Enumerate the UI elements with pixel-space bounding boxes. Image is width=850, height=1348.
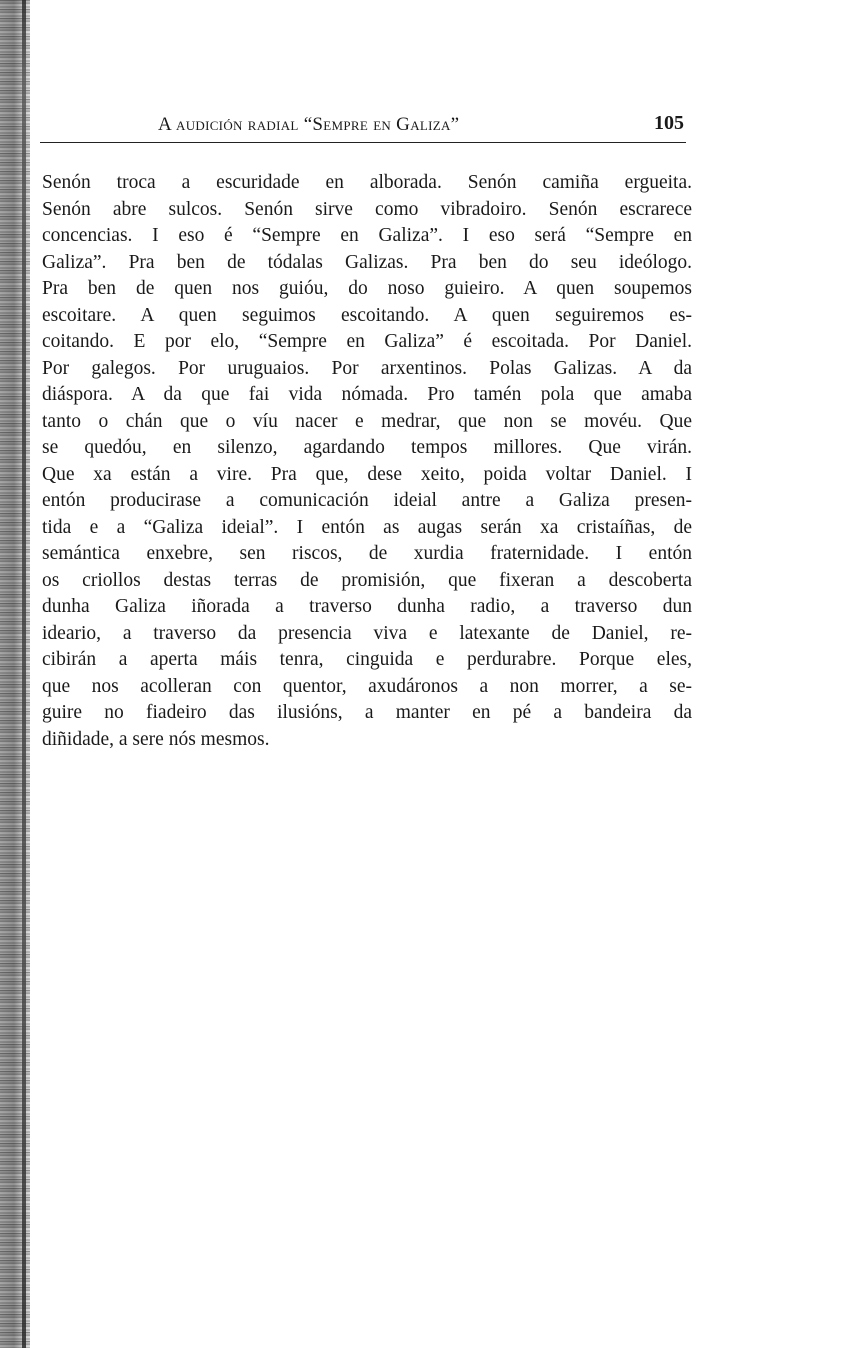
text-line-7: coitando. E por elo, “Sempre en Galiza” é escoitada. Por Daniel. — [42, 331, 692, 352]
text-line-5: Pra ben de quen nos guióu, do noso guieiro. A quen soupemos — [42, 278, 692, 299]
scan-binding-line — [22, 0, 26, 1348]
text-line-1: Senón troca a escuridade en alborada. Senón camiña ergueita. — [42, 172, 692, 193]
text-line-10: tanto o chán que o víu nacer e medrar, que non se movéu. Que — [42, 410, 692, 432]
text-line-8: Por galegos. Por uruguaios. Por arxentinos. Polas Galizas. A da — [42, 357, 692, 379]
text-line-16: os criollos destas terras de promisión, que fixeran a descoberta — [42, 569, 692, 591]
text-line-2: Senón abre sulcos. Senón sirve como vibradoiro. Senón escrarece — [42, 198, 692, 220]
running-head — [40, 112, 686, 143]
text-line-15: semántica enxebre, sen riscos, de xurdia fraternidade. I entón — [42, 543, 692, 564]
page-number: 105 — [654, 112, 684, 134]
text-line-22: diñidade, a sere nós mesmos. — [42, 728, 270, 750]
running-head-title: A audición radial “Sempre en Galiza” — [158, 114, 460, 135]
text-line-9: diáspora. A da que fai vida nómada. Pro tamén pola que amaba — [42, 384, 692, 405]
text-line-20: que nos acolleran con quentor, axudáronos a non morrer, a se- — [42, 675, 692, 697]
text-line-21: guire no fiadeiro das ilusións, a manter en pé a bandeira da — [42, 702, 692, 723]
text-line-13: entón producirase a comunicación ideial antre a Galiza presen- — [42, 490, 692, 511]
text-line-6: escoitare. A quen seguimos escoitando. A quen seguiremos es- — [42, 304, 692, 326]
text-line-3: concencias. I eso é “Sempre en Galiza”. I eso será “Sempre en — [42, 225, 692, 246]
text-line-11: se quedóu, en silenzo, agardando tempos millores. Que virán. — [42, 437, 692, 458]
body-paragraph — [42, 170, 692, 753]
text-line-4: Galiza”. Pra ben de tódalas Galizas. Pra ben do seu ideólogo. — [42, 251, 692, 273]
text-line-19: cibirán a aperta máis tenra, cinguida e perdurabre. Porque eles, — [42, 649, 692, 670]
text-line-17: dunha Galiza iñorada a traverso dunha radio, a traverso dun — [42, 596, 692, 617]
text-line-14: tida e a “Galiza ideial”. I entón as augas serán xa cristaíñas, de — [42, 516, 692, 538]
text-line-18: ideario, a traverso da presencia viva e latexante de Daniel, re- — [42, 622, 692, 644]
text-line-12: Que xa están a vire. Pra que, dese xeito, poida voltar Daniel. I — [42, 463, 693, 485]
